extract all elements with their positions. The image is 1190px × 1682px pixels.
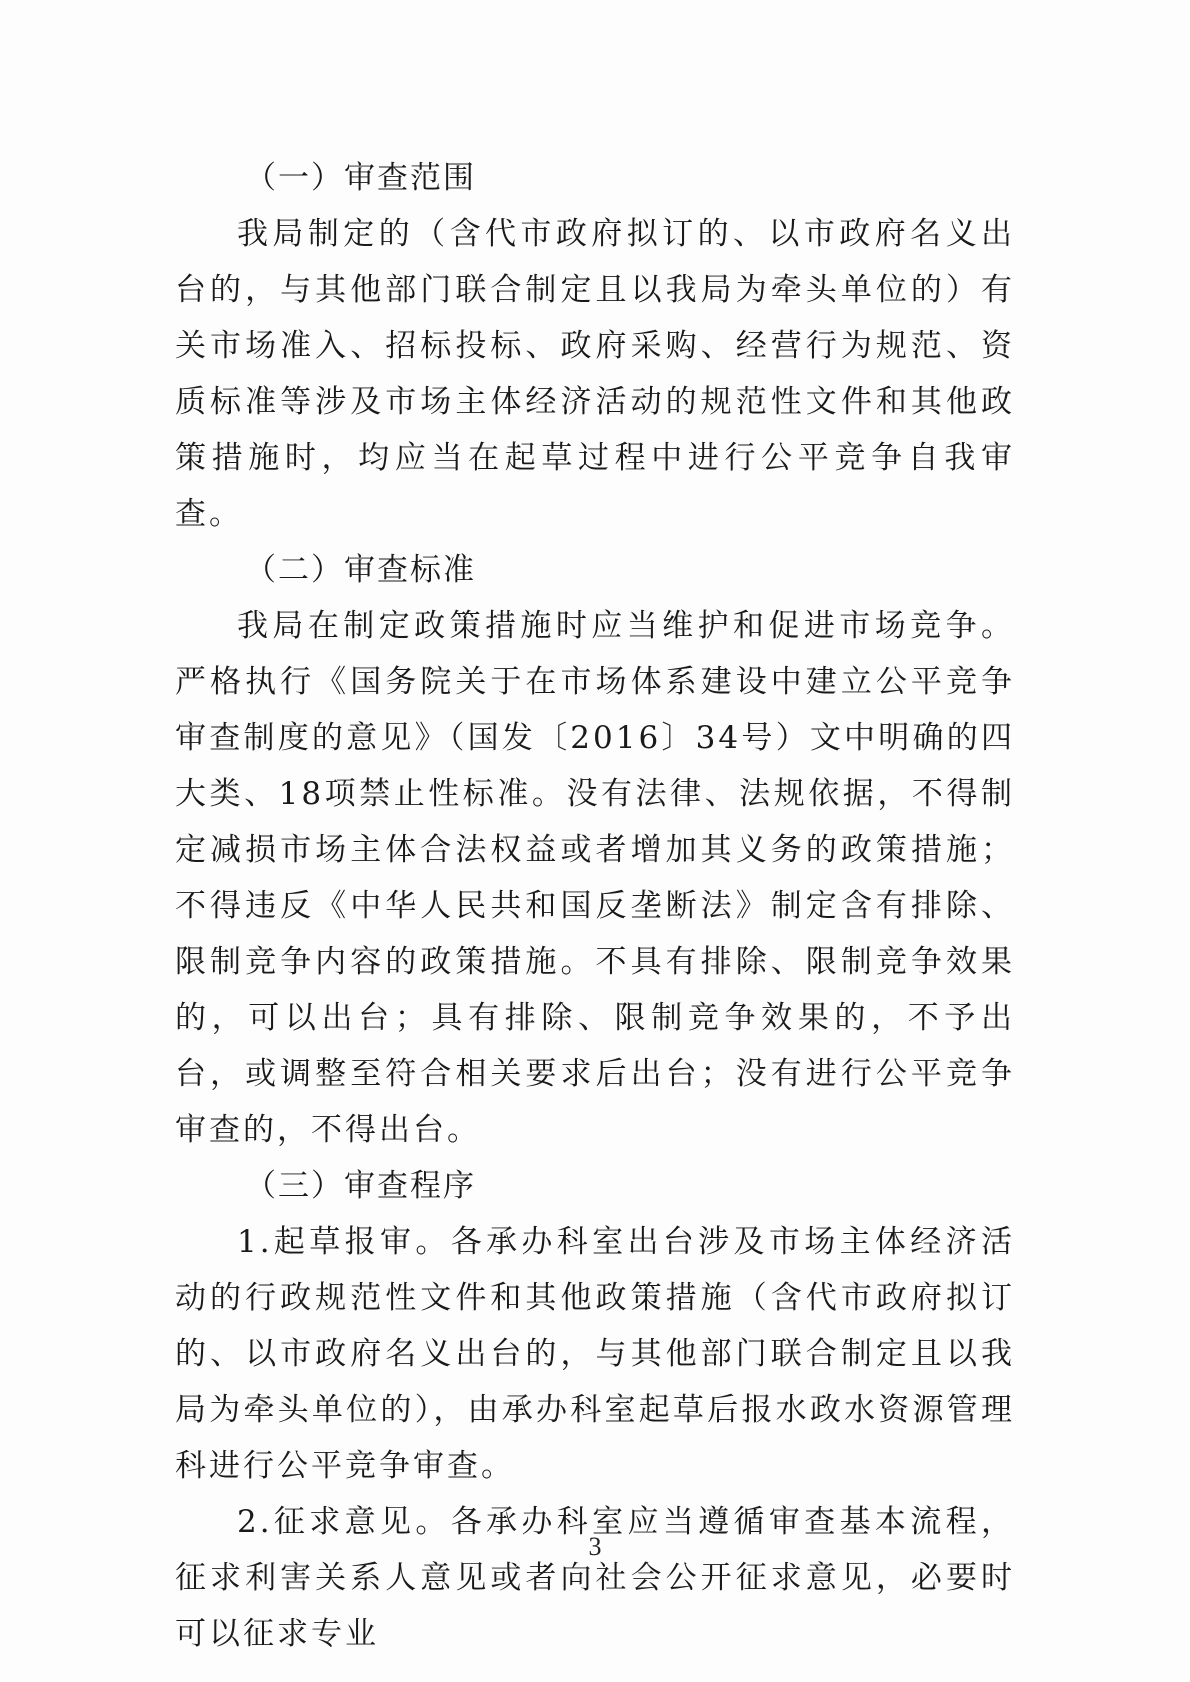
section-heading-standard: （二）审查标准 <box>245 552 476 588</box>
document-body <box>175 150 1015 1662</box>
page-number: 3 <box>588 1532 602 1561</box>
paragraph-procedure-consultation: 2.征求意见。各承办科室应当遵循审查基本流程，征求利害关系人意见或者向社会公开征求意见，必要时可以征求专业 <box>175 1504 1015 1652</box>
section-heading-procedure: （三）审查程序 <box>245 1168 476 1204</box>
paragraph-procedure-drafting: 1.起草报审。各承办科室出台涉及市场主体经济活动的行政规范性文件和其他政策措施（含代市政府拟订的、以市政府名义出台的，与其他部门联合制定且以我局为牵头单位的），由承办科室起草后报水政水资源管理科进行公平竞争审查。 <box>175 1224 1015 1484</box>
section-heading-scope: （一）审查范围 <box>245 160 476 196</box>
paragraph-standard: 我局在制定政策措施时应当维护和促进市场竞争。严格执行《国务院关于在市场体系建设中建立公平竞争审查制度的意见》（国发〔2016〕34号）文中明确的四大类、18项禁止性标准。没有法律、法规依据，不得制定减损市场主体合法权益或者增加其义务的政策措施；不得违反《中华人民共和国反垄断法》制定含有排除、限制竞争内容的政策措施。不具有排除、限制竞争效果的，可以出台；具有排除、限制竞争效果的，不予出台，或调整至符合相关要求后出台；没有进行公平竞争审查的，不得出台。 <box>175 608 1015 1148</box>
paragraph-scope: 我局制定的（含代市政府拟订的、以市政府名义出台的，与其他部门联合制定且以我局为牵头单位的）有关市场准入、招标投标、政府采购、经营行为规范、资质标准等涉及市场主体经济活动的规范性文件和其他政策措施时，均应当在起草过程中进行公平竞争自我审查。 <box>175 216 1015 532</box>
